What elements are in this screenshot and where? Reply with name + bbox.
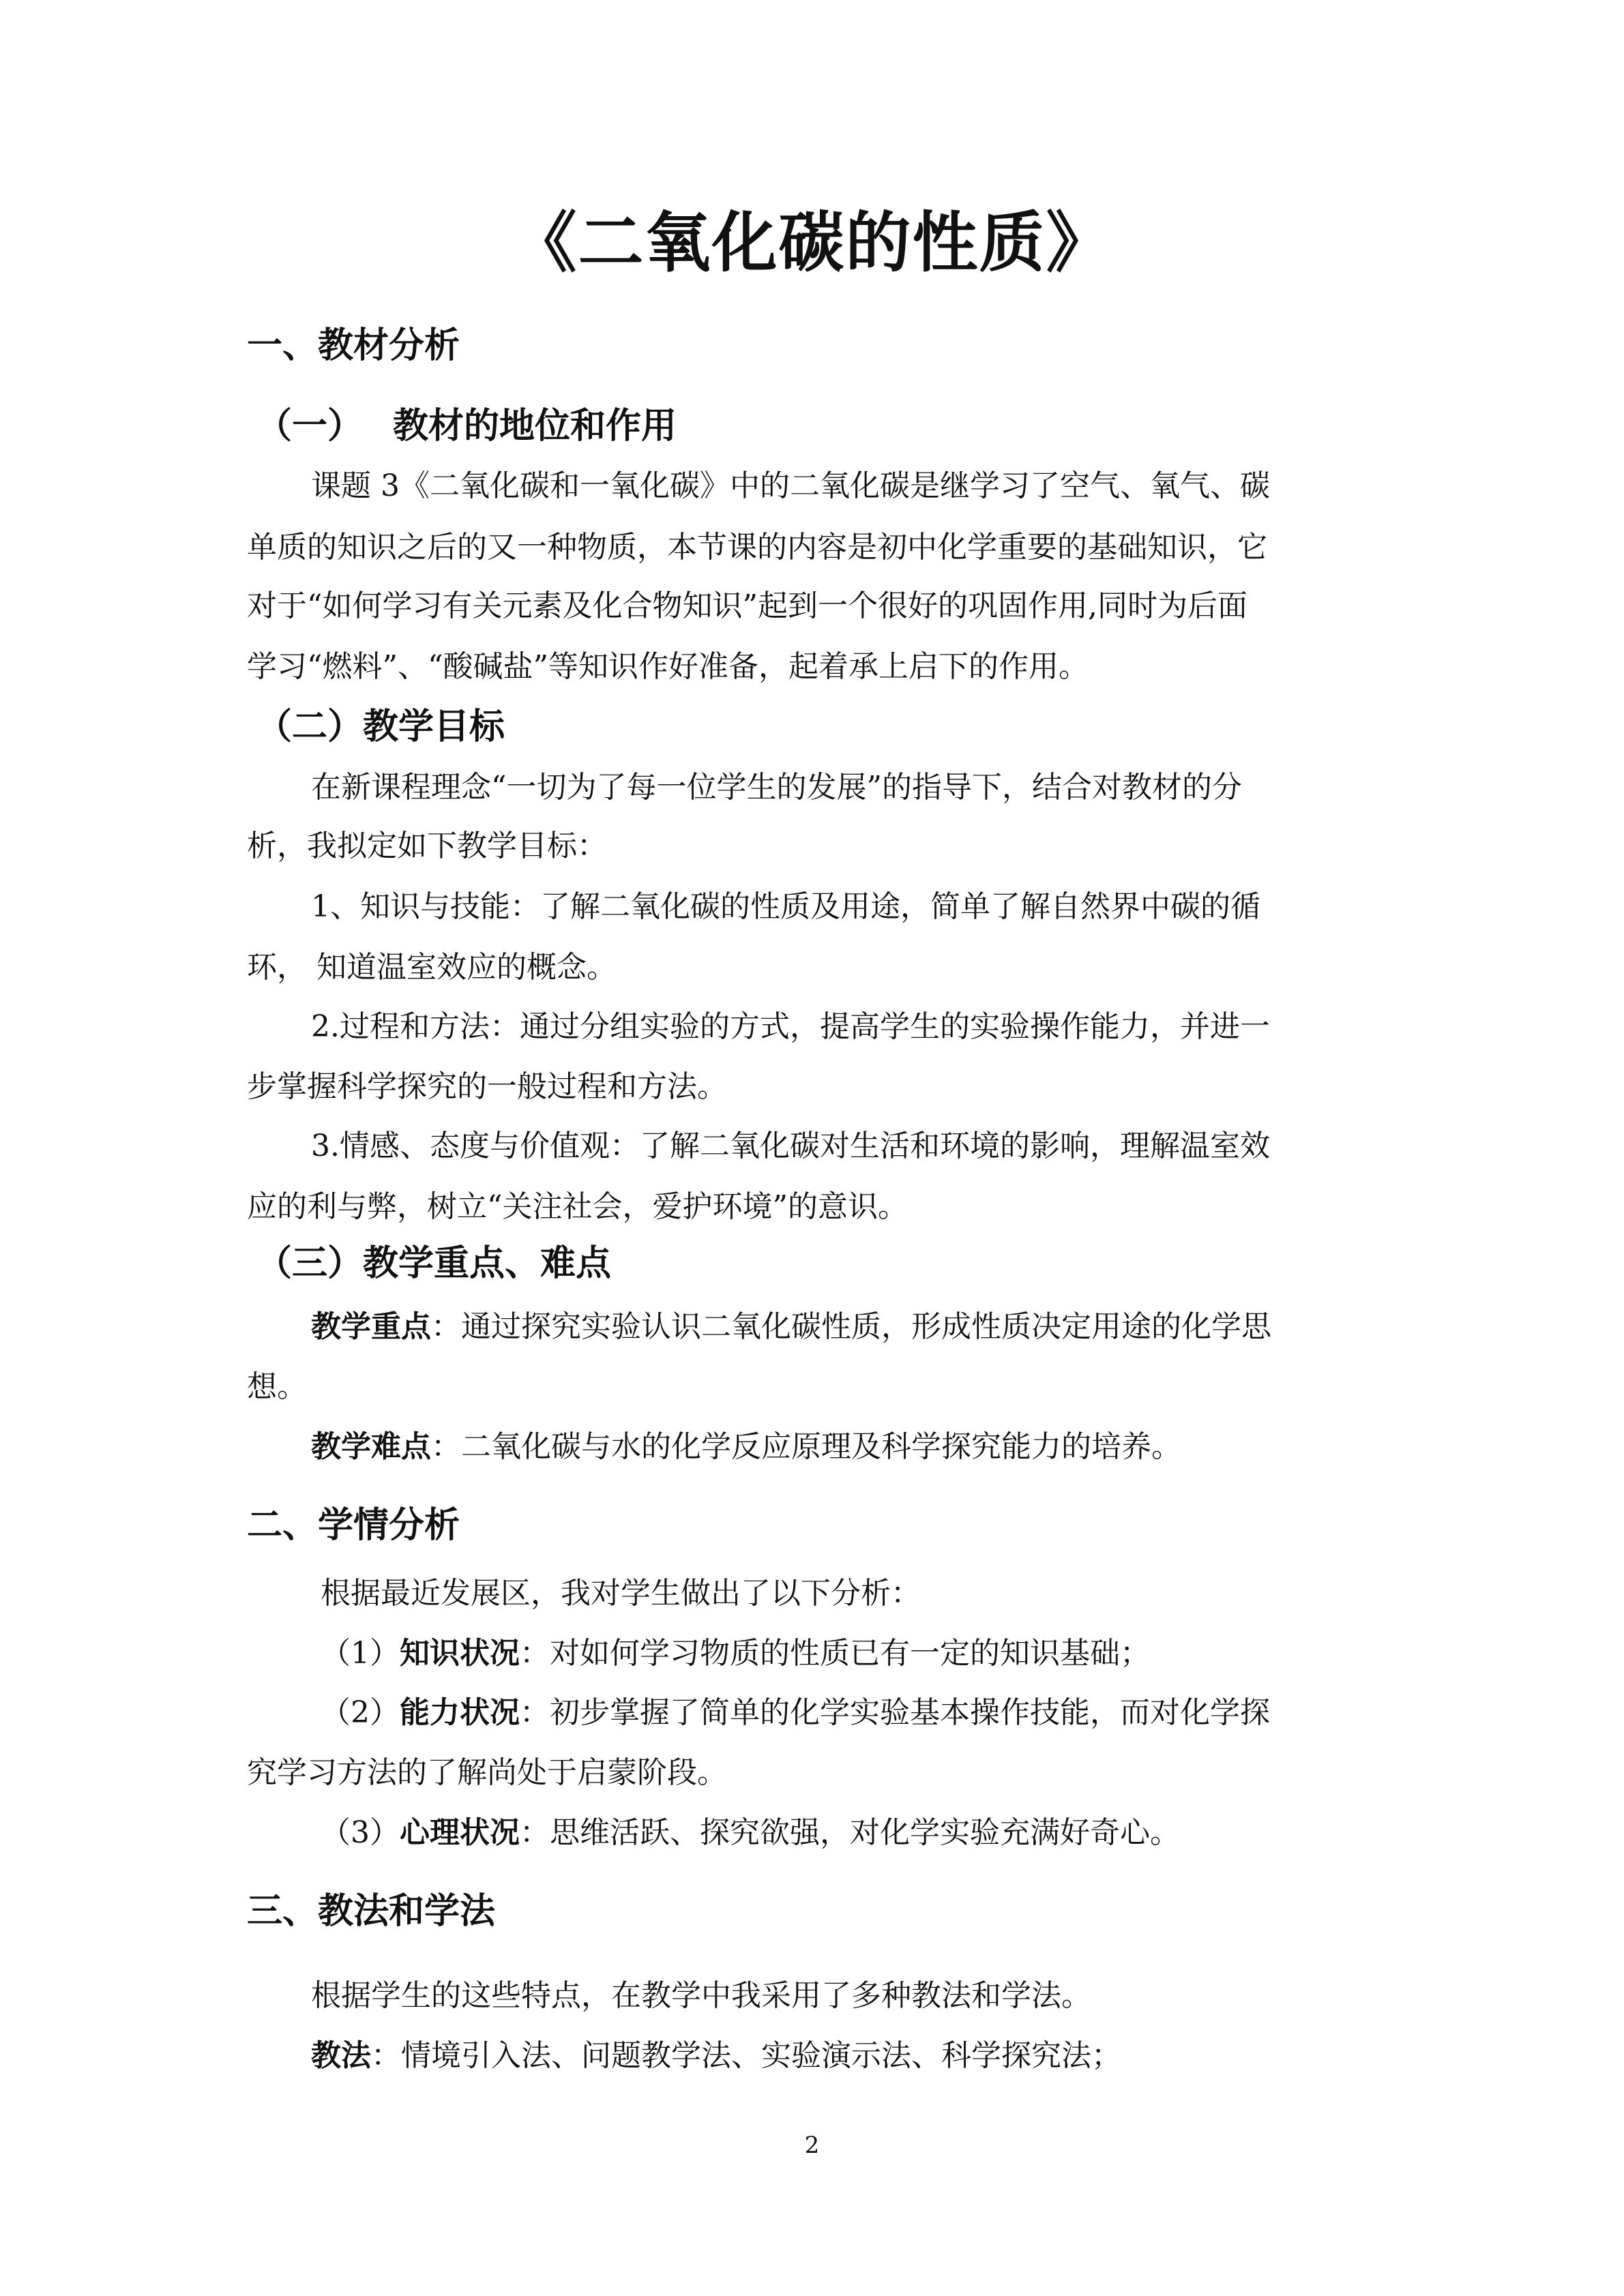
paragraph-line: 3.情感、态度与价值观：了解二氧化碳对生活和环境的影响，理解温室效 xyxy=(311,1129,1270,1163)
subsection-title: 教材的地位和作用 xyxy=(393,406,677,447)
paragraph-line: 究学习方法的了解尚处于启蒙阶段。 xyxy=(247,1755,727,1790)
section-heading-textbook-analysis: 一、教材分析 xyxy=(247,325,460,366)
analysis-item-label: 能力状况 xyxy=(400,1695,520,1730)
analysis-item-number: （3） xyxy=(321,1815,400,1850)
analysis-item xyxy=(321,1633,1150,1674)
paragraph-line: 应的利与弊，树立“关注社会，爱护环境”的意识。 xyxy=(247,1189,908,1224)
teaching-method-line xyxy=(311,2036,1121,2076)
analysis-item xyxy=(321,1813,1180,1853)
subsection-number: （一） xyxy=(256,406,364,447)
paragraph-line: 1、知识与技能：了解二氧化碳的性质及用途，简单了解自然界中碳的循 xyxy=(311,889,1260,924)
paragraph-line: 学习“燃料”、“酸碱盐”等知识作好准备，起着承上启下的作用。 xyxy=(247,649,1089,684)
key-point-text: ：通过探究实验认识二氧化碳性质，形成性质决定用途的化学思 xyxy=(431,1309,1271,1344)
paragraph-line: 想。 xyxy=(247,1369,307,1404)
section-heading-student-analysis: 二、学情分析 xyxy=(247,1505,460,1546)
analysis-item-text: ：思维活跃、探究欲强，对化学实验充满好奇心。 xyxy=(520,1815,1180,1850)
subsection-heading-status-role xyxy=(256,402,677,450)
teaching-method-text: ：情境引入法、问题教学法、实验演示法、科学探究法； xyxy=(371,2038,1121,2073)
paragraph-line: 在新课程理念“一切为了每一位学生的发展”的指导下，结合对教材的分 xyxy=(311,770,1242,805)
key-point-line xyxy=(311,1307,1271,1347)
paragraph-line: 根据最近发展区，我对学生做出了以下分析： xyxy=(321,1576,921,1611)
analysis-item xyxy=(321,1693,1270,1733)
paragraph-line: 单质的知识之后的又一种物质，本节课的内容是初中化学重要的基础知识，它 xyxy=(247,530,1267,565)
difficult-point-line xyxy=(311,1427,1181,1467)
teaching-method-label: 教法 xyxy=(311,2038,371,2073)
paragraph-line: 环， 知道温室效应的概念。 xyxy=(247,950,617,985)
difficult-point-label: 教学难点 xyxy=(311,1429,431,1464)
section-heading-methods: 三、教法和学法 xyxy=(247,1891,496,1932)
page-number: 2 xyxy=(804,2132,820,2159)
subsection-heading-teaching-goals: （二）教学目标 xyxy=(256,706,505,747)
analysis-item-text: ：对如何学习物质的性质已有一定的知识基础； xyxy=(520,1636,1150,1671)
subsection-heading-key-difficult: （三）教学重点、难点 xyxy=(256,1243,612,1284)
analysis-item-number: （1） xyxy=(321,1636,400,1671)
difficult-point-text: ：二氧化碳与水的化学反应原理及科学探究能力的培养。 xyxy=(431,1429,1181,1464)
paragraph-line: 析，我拟定如下教学目标： xyxy=(247,829,607,863)
analysis-item-label: 知识状况 xyxy=(400,1636,520,1671)
analysis-item-label: 心理状况 xyxy=(400,1815,520,1850)
paragraph-line: 课题 3《二氧化碳和一氧化碳》中的二氧化碳是继学习了空气、氧气、碳 xyxy=(311,468,1270,503)
analysis-item-number: （2） xyxy=(321,1695,400,1730)
paragraph-line: 2.过程和方法：通过分组实验的方式，提高学生的实验操作能力，并进一 xyxy=(311,1009,1270,1044)
analysis-item-text: ：初步掌握了简单的化学实验基本操作技能，而对化学探 xyxy=(520,1695,1270,1730)
paragraph-line: 根据学生的这些特点，在教学中我采用了多种教法和学法。 xyxy=(311,1978,1091,2013)
paragraph-line: 对于“如何学习有关元素及化合物知识”起到一个很好的巩固作用,同时为后面 xyxy=(247,588,1247,623)
key-point-label: 教学重点 xyxy=(311,1309,431,1344)
paragraph-line: 步掌握科学探究的一般过程和方法。 xyxy=(247,1069,727,1104)
document-title: 《二氧化碳的性质》 xyxy=(511,205,1113,281)
